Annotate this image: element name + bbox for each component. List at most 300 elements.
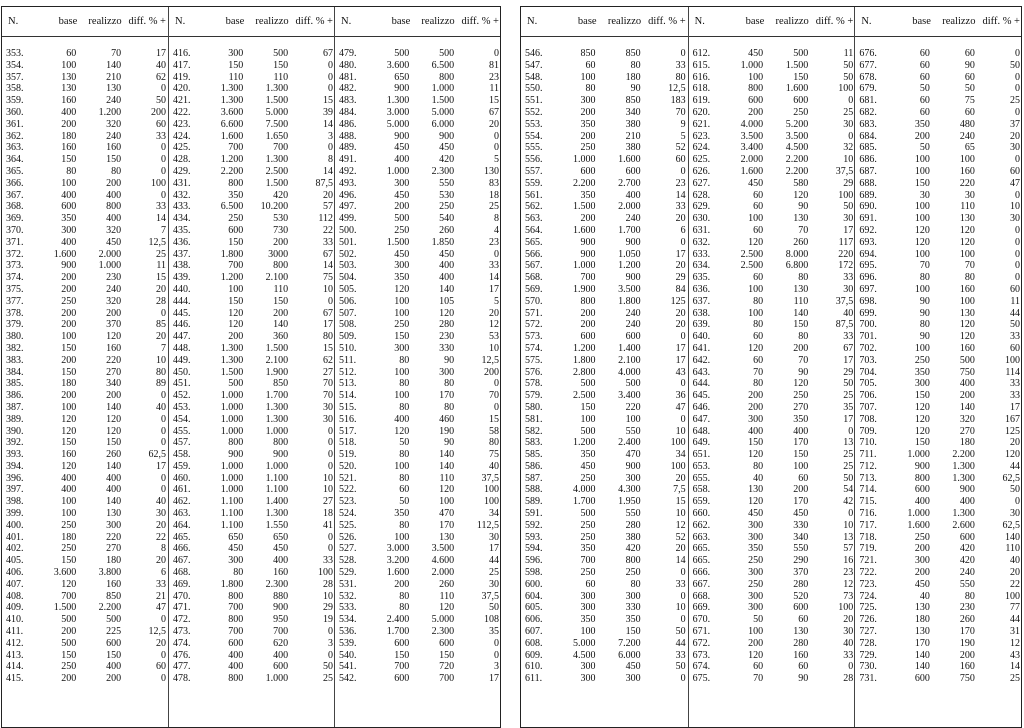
table-row [855, 95, 1022, 107]
table-row [689, 473, 856, 485]
table-row [855, 532, 1022, 544]
diff-percent: 200 [484, 366, 500, 378]
row-number: 719. [859, 543, 877, 555]
realizzo-value: 120 [439, 484, 455, 496]
table-row [335, 555, 501, 567]
diff-percent: 17 [1009, 401, 1020, 413]
base-value: 120 [914, 413, 930, 425]
diff-percent: 14 [675, 555, 686, 567]
table-row [169, 201, 335, 213]
row-number: 600. [525, 578, 543, 590]
diff-percent: 33 [1009, 331, 1020, 343]
base-value: 130 [914, 602, 930, 614]
base-value: 700 [228, 626, 244, 638]
table-row [689, 119, 856, 131]
base-value: 60 [753, 224, 764, 236]
row-number: 478. [173, 673, 191, 685]
base-value: 350 [394, 508, 410, 520]
base-value: 450 [748, 508, 764, 520]
row-number: 460. [173, 472, 191, 484]
realizzo-value: 5.000 [265, 106, 289, 118]
row-number: 717. [859, 519, 877, 531]
table-row [335, 579, 501, 591]
row-number: 368. [6, 201, 24, 213]
table-row [855, 367, 1022, 379]
row-number: 521. [339, 472, 357, 484]
diff-percent: 25 [1009, 95, 1020, 107]
table-row [169, 190, 335, 202]
row-number: 568. [525, 272, 543, 284]
realizzo-value: 750 [959, 673, 975, 685]
diff-percent: 87,5 [315, 177, 334, 189]
realizzo-value: 1.200 [618, 260, 641, 272]
table-row [855, 508, 1022, 520]
diff-percent: 0 [680, 331, 686, 343]
row-number: 387. [6, 401, 24, 413]
base-value: 60 [753, 331, 764, 343]
base-value: 350 [228, 189, 244, 201]
row-number: 360. [6, 106, 24, 118]
base-value: 3.200 [386, 555, 410, 567]
base-value: 1.000 [740, 59, 764, 71]
realizzo-value: 420 [959, 555, 975, 567]
realizzo-value: 900 [959, 484, 975, 496]
row-number: 392. [6, 437, 24, 449]
row-number: 675. [692, 673, 711, 685]
base-value: 1.500 [386, 236, 410, 248]
realizzo-value: 2.400 [618, 437, 641, 449]
realizzo-value: 240 [959, 567, 975, 579]
table-row [2, 131, 168, 143]
diff-percent: 13 [843, 437, 854, 449]
diff-percent: 37,5 [835, 165, 854, 177]
row-number: 607. [525, 626, 543, 638]
diff-percent: 20 [156, 331, 167, 343]
diff-percent: 43 [675, 366, 686, 378]
realizzo-value: 880 [273, 590, 289, 602]
base-value: 3.600 [53, 567, 77, 579]
diff-percent: 117 [838, 236, 854, 248]
diff-percent: 0 [328, 142, 334, 154]
base-value: 200 [61, 307, 77, 319]
row-number: 630. [692, 213, 711, 225]
base-value: 180 [914, 614, 930, 626]
realizzo-value: 240 [625, 319, 641, 331]
column-header: base [391, 16, 411, 27]
table-rows [2, 48, 168, 685]
base-value: 800 [580, 295, 596, 307]
table-row [335, 260, 501, 272]
table-block [168, 7, 335, 727]
table-row [855, 591, 1022, 603]
realizzo-value: 450 [625, 661, 641, 673]
row-number: 458. [173, 449, 191, 461]
diff-percent: 10 [675, 425, 686, 437]
base-value: 1.000 [220, 472, 244, 484]
realizzo-value: 4.500 [785, 142, 809, 154]
diff-percent: 43 [1009, 649, 1020, 661]
base-value: 120 [748, 496, 764, 508]
base-value: 1.500 [220, 366, 244, 378]
table-row [521, 343, 688, 355]
base-value: 300 [748, 519, 764, 531]
row-number: 419. [173, 71, 191, 83]
diff-percent: 33 [1009, 390, 1020, 402]
row-number: 373. [6, 260, 24, 272]
realizzo-value: 850 [106, 590, 122, 602]
base-value: 3.400 [740, 142, 764, 154]
row-number: 459. [173, 460, 191, 472]
diff-percent: 29 [843, 366, 854, 378]
row-number: 715. [859, 496, 877, 508]
table-row [2, 484, 168, 496]
realizzo-value: 550 [793, 543, 809, 555]
row-number: 610. [525, 661, 543, 673]
row-number: 684. [859, 130, 877, 142]
diff-percent: 62 [323, 354, 334, 366]
base-value: 130 [61, 71, 77, 83]
base-value: 60 [753, 661, 764, 673]
realizzo-value: 80 [798, 272, 809, 284]
column-header: diff. % + [295, 16, 333, 27]
row-number: 713. [859, 472, 877, 484]
row-number: 660. [692, 508, 711, 520]
realizzo-value: 1.900 [265, 366, 289, 378]
diff-percent: 10 [323, 472, 334, 484]
diff-percent: 20 [489, 307, 500, 319]
realizzo-value: 1.000 [98, 260, 122, 272]
diff-percent: 0 [161, 614, 167, 626]
base-value: 350 [914, 366, 930, 378]
row-number: 678. [859, 71, 877, 83]
realizzo-value: 230 [959, 602, 975, 614]
base-value: 40 [919, 590, 930, 602]
table-row [521, 449, 688, 461]
row-number: 683. [859, 118, 877, 130]
realizzo-value: 600 [959, 531, 975, 543]
realizzo-value: 260 [959, 614, 975, 626]
column-header: base [225, 16, 245, 27]
row-number: 571. [525, 307, 543, 319]
diff-percent: 20 [323, 189, 334, 201]
realizzo-value: 530 [273, 213, 289, 225]
diff-percent: 0 [1014, 154, 1020, 166]
table-row [169, 449, 335, 461]
table-row [169, 95, 335, 107]
table-row [521, 626, 688, 638]
row-number: 667. [692, 578, 711, 590]
base-value: 1.200 [572, 437, 596, 449]
realizzo-value: 120 [959, 331, 975, 343]
row-number: 694. [859, 248, 877, 260]
diff-percent: 80 [489, 437, 500, 449]
realizzo-value: 420 [439, 154, 455, 166]
table-row [169, 355, 335, 367]
table-row [169, 567, 335, 579]
table-row [335, 72, 501, 84]
table-row [689, 390, 856, 402]
row-number: 641. [692, 342, 711, 354]
table-row [169, 496, 335, 508]
diff-percent: 23 [489, 71, 500, 83]
diff-percent: 0 [494, 130, 500, 142]
diff-percent: 10 [323, 484, 334, 496]
row-number: 511. [339, 354, 357, 366]
table-row [335, 520, 501, 532]
base-value: 150 [394, 649, 410, 661]
base-value: 900 [580, 248, 596, 260]
base-value: 100 [748, 71, 764, 83]
realizzo-value: 170 [793, 496, 809, 508]
table-row [855, 414, 1022, 426]
table-row [855, 166, 1022, 178]
realizzo-value: 400 [273, 649, 289, 661]
realizzo-value: 400 [793, 425, 809, 437]
row-number: 500. [339, 224, 357, 236]
realizzo-value: 530 [439, 189, 455, 201]
base-value: 100 [914, 165, 930, 177]
row-number: 631. [692, 224, 711, 236]
realizzo-value: 700 [273, 142, 289, 154]
table-row [521, 107, 688, 119]
realizzo-value: 400 [625, 189, 641, 201]
base-value: 600 [394, 637, 410, 649]
base-value: 200 [394, 201, 410, 213]
realizzo-value: 470 [625, 449, 641, 461]
base-value: 700 [228, 260, 244, 272]
row-number: 440. [173, 283, 191, 295]
diff-percent: 70 [323, 390, 334, 402]
table-row [689, 249, 856, 261]
diff-percent: 20 [156, 555, 167, 567]
realizzo-value: 1.000 [431, 83, 455, 95]
diff-percent: 33 [843, 649, 854, 661]
row-number: 501. [339, 236, 357, 248]
table-row [2, 213, 168, 225]
diff-percent: 35 [843, 401, 854, 413]
row-number: 389. [6, 413, 24, 425]
realizzo-value: 620 [273, 637, 289, 649]
diff-percent: 0 [161, 83, 167, 95]
diff-percent: 0 [848, 425, 854, 437]
realizzo-value: 90 [444, 437, 455, 449]
row-number: 651. [692, 449, 711, 461]
table-row [689, 296, 856, 308]
realizzo-value: 2.300 [265, 578, 289, 590]
base-value: 1.800 [572, 354, 596, 366]
table-row [2, 107, 168, 119]
row-number: 539. [339, 637, 357, 649]
realizzo-value: 200 [959, 390, 975, 402]
base-value: 3.000 [386, 543, 410, 555]
diff-percent: 0 [494, 649, 500, 661]
base-value: 450 [394, 248, 410, 260]
base-value: 120 [914, 425, 930, 437]
table-row [521, 426, 688, 438]
realizzo-value: 130 [793, 283, 809, 295]
base-value: 5.000 [572, 637, 596, 649]
table-row [521, 142, 688, 154]
table-row [855, 602, 1022, 614]
diff-percent: 29 [323, 602, 334, 614]
diff-percent: 17 [489, 543, 500, 555]
base-value: 1.200 [220, 154, 244, 166]
realizzo-value: 220 [959, 177, 975, 189]
table-row [169, 650, 335, 662]
table-row [169, 426, 335, 438]
row-number: 581. [525, 413, 543, 425]
table-row [521, 602, 688, 614]
diff-percent: 9 [680, 118, 686, 130]
row-number: 386. [6, 390, 24, 402]
realizzo-value: 5.200 [785, 118, 809, 130]
row-number: 457. [173, 437, 191, 449]
diff-percent: 0 [1014, 260, 1020, 272]
diff-percent: 16 [843, 555, 854, 567]
realizzo-value: 110 [439, 590, 455, 602]
diff-percent: 125 [670, 295, 686, 307]
base-value: 700 [580, 272, 596, 284]
base-value: 600 [748, 95, 764, 107]
diff-percent: 80 [156, 366, 167, 378]
realizzo-value: 300 [625, 472, 641, 484]
realizzo-value: 800 [625, 555, 641, 567]
realizzo-value: 120 [959, 236, 975, 248]
base-value: 350 [748, 543, 764, 555]
table-rows [169, 48, 335, 685]
realizzo-value: 420 [959, 543, 975, 555]
base-value: 650 [394, 71, 410, 83]
row-number: 573. [525, 331, 543, 343]
base-value: 1.200 [572, 342, 596, 354]
column-header: N. [527, 16, 538, 27]
row-number: 716. [859, 508, 877, 520]
table-row [855, 473, 1022, 485]
table-row [169, 107, 335, 119]
realizzo-value: 340 [625, 106, 641, 118]
table-row [335, 178, 501, 190]
realizzo-value: 2.500 [265, 165, 289, 177]
table-row [855, 390, 1022, 402]
base-value: 200 [580, 213, 596, 225]
base-value: 80 [399, 378, 410, 390]
realizzo-value: 580 [793, 177, 809, 189]
realizzo-value: 140 [106, 59, 122, 71]
base-value: 1.000 [220, 460, 244, 472]
table-row [689, 154, 856, 166]
row-number: 407. [6, 578, 24, 590]
table-row [855, 579, 1022, 591]
base-value: 180 [61, 531, 77, 543]
diff-percent: 20 [675, 543, 686, 555]
realizzo-value: 60 [964, 48, 975, 59]
diff-percent: 60 [1009, 342, 1020, 354]
realizzo-value: 200 [106, 177, 122, 189]
realizzo-value: 120 [106, 425, 122, 437]
row-number: 559. [525, 177, 543, 189]
row-number: 517. [339, 425, 357, 437]
realizzo-value: 260 [793, 236, 809, 248]
realizzo-value: 250 [439, 201, 455, 213]
table-row [335, 567, 501, 579]
realizzo-value: 250 [625, 567, 641, 579]
base-value: 450 [394, 142, 410, 154]
base-value: 400 [228, 649, 244, 661]
row-number: 402. [6, 543, 24, 555]
row-number: 524. [339, 508, 357, 520]
table-row [521, 331, 688, 343]
table-row [2, 237, 168, 249]
diff-percent: 108 [484, 614, 500, 626]
base-value: 350 [580, 449, 596, 461]
table-row [169, 543, 335, 555]
table-row [689, 48, 856, 60]
table-row [855, 260, 1022, 272]
table-row [521, 532, 688, 544]
row-number: 409. [6, 602, 24, 614]
diff-percent: 50 [843, 378, 854, 390]
table-row [2, 520, 168, 532]
base-value: 150 [61, 366, 77, 378]
diff-percent: 0 [161, 189, 167, 201]
row-number: 546. [525, 48, 543, 59]
table-row [689, 508, 856, 520]
diff-percent: 11 [489, 83, 500, 95]
table-row [521, 484, 688, 496]
row-number: 642. [692, 354, 711, 366]
table-row [521, 520, 688, 532]
column-header: realizzo [775, 16, 809, 27]
row-number: 428. [173, 154, 191, 166]
table-row [521, 543, 688, 555]
diff-percent: 8 [161, 543, 167, 555]
table-row [521, 249, 688, 261]
base-value: 30 [919, 189, 930, 201]
row-number: 579. [525, 390, 543, 402]
diff-percent: 36 [675, 390, 686, 402]
row-number: 466. [173, 543, 191, 555]
diff-percent: 33 [323, 236, 334, 248]
table-row [521, 473, 688, 485]
realizzo-value: 230 [439, 331, 455, 343]
table-row [689, 201, 856, 213]
diff-percent: 0 [680, 413, 686, 425]
table-row [2, 650, 168, 662]
base-value: 600 [61, 201, 77, 213]
realizzo-value: 200 [793, 484, 809, 496]
diff-percent: 0 [328, 437, 334, 449]
diff-percent: 18 [323, 508, 334, 520]
column-header-row [169, 7, 335, 37]
table-row [855, 154, 1022, 166]
column-header: base [745, 16, 765, 27]
diff-percent: 0 [494, 248, 500, 260]
diff-percent: 10 [489, 342, 500, 354]
row-number: 480. [339, 59, 357, 71]
table-row [855, 83, 1022, 95]
table-row [689, 437, 856, 449]
realizzo-value: 360 [273, 331, 289, 343]
column-header: realizzo [607, 16, 642, 27]
diff-percent: 50 [1009, 319, 1020, 331]
row-number: 723. [859, 578, 877, 590]
realizzo-value: 400 [106, 472, 122, 484]
row-number: 438. [173, 260, 191, 272]
row-number: 551. [525, 95, 543, 107]
realizzo-value: 550 [625, 425, 641, 437]
base-value: 250 [580, 472, 596, 484]
base-value: 6.600 [220, 118, 244, 130]
